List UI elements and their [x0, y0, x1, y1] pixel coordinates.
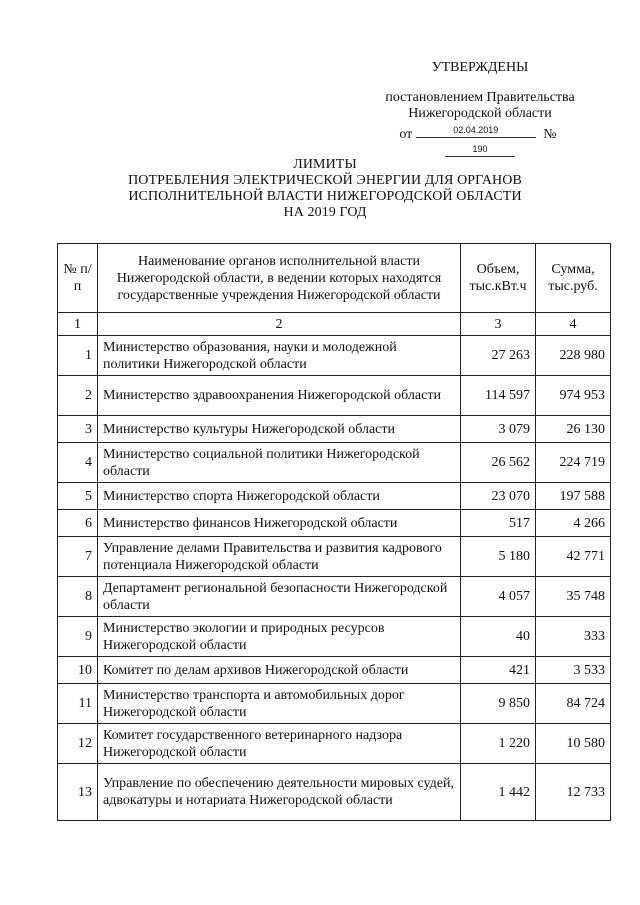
row-volume: 23 070 [461, 483, 536, 510]
title-line-4: НА 2019 ГОД [283, 205, 367, 220]
title-line-3: ИСПОЛНИТЕЛЬНОЙ ВЛАСТИ НИЖЕГОРОДСКОЙ ОБЛАСТИ [128, 189, 522, 204]
table-row [58, 724, 611, 764]
table-row [58, 577, 611, 617]
row-number: 9 [58, 617, 98, 657]
index-cell: 1 [58, 313, 98, 336]
row-name: Министерство спорта Нижегородской области [98, 483, 461, 510]
row-number: 8 [58, 577, 98, 617]
row-sum: 224 719 [536, 443, 611, 483]
row-sum: 197 588 [536, 483, 611, 510]
row-number: 13 [58, 764, 98, 821]
row-number: 2 [58, 376, 98, 416]
approval-line-1: постановлением Правительства [385, 90, 575, 105]
table-header-row [58, 244, 611, 313]
row-name: Министерство финансов Нижегородской области [98, 510, 461, 537]
header-volume: Объем, тыс.кВт.ч [461, 244, 536, 313]
table-row [58, 510, 611, 537]
row-name: Министерство экологии и природных ресурсов Нижегородской области [98, 617, 461, 657]
row-volume: 40 [461, 617, 536, 657]
row-sum: 42 771 [536, 537, 611, 577]
table-row [58, 416, 611, 443]
row-volume: 27 263 [461, 336, 536, 376]
index-cell: 4 [536, 313, 611, 336]
table-row [58, 657, 611, 684]
date-field [416, 124, 536, 138]
row-name: Комитет государственного ветеринарного надзора Нижегородской области [98, 724, 461, 764]
row-volume: 4 057 [461, 577, 536, 617]
row-volume: 517 [461, 510, 536, 537]
title-line-2: ПОТРЕБЛЕНИЯ ЭЛЕКТРИЧЕСКОЙ ЭНЕРГИИ ДЛЯ ОРГАНОВ [128, 173, 522, 188]
number-prefix: № [543, 127, 557, 142]
row-sum: 974 953 [536, 376, 611, 416]
row-name: Министерство образования, науки и молодежной политики Нижегородской области [98, 336, 461, 376]
row-name: Министерство транспорта и автомобильных дорог Нижегородской области [98, 684, 461, 724]
table-row [58, 376, 611, 416]
row-name: Комитет по делам архивов Нижегородской области [98, 657, 461, 684]
row-number: 4 [58, 443, 98, 483]
title-line-1: ЛИМИТЫ [293, 157, 357, 172]
row-sum: 26 130 [536, 416, 611, 443]
row-volume: 3 079 [461, 416, 536, 443]
approval-block [370, 60, 590, 162]
row-sum: 4 266 [536, 510, 611, 537]
row-sum: 228 980 [536, 336, 611, 376]
header-sum: Сумма, тыс.руб. [536, 244, 611, 313]
header-number: № п/п [58, 244, 98, 313]
row-number: 12 [58, 724, 98, 764]
row-volume: 1 442 [461, 764, 536, 821]
row-number: 10 [58, 657, 98, 684]
approval-line-2: Нижегородской области [408, 106, 552, 121]
row-volume: 26 562 [461, 443, 536, 483]
row-sum: 84 724 [536, 684, 611, 724]
date-prefix: от [399, 127, 413, 142]
row-name: Министерство культуры Нижегородской области [98, 416, 461, 443]
row-volume: 421 [461, 657, 536, 684]
table-row [58, 336, 611, 376]
header-name: Наименование органов исполнительной власти Нижегородской области, в ведении которых находятся государственные учреждения Нижегородской области [98, 244, 461, 313]
row-number: 1 [58, 336, 98, 376]
row-sum: 333 [536, 617, 611, 657]
date-value: 02.04.2019 [453, 125, 499, 135]
document-title [90, 157, 560, 221]
row-number: 7 [58, 537, 98, 577]
table-row [58, 443, 611, 483]
table-row [58, 537, 611, 577]
row-number: 3 [58, 416, 98, 443]
row-volume: 114 597 [461, 376, 536, 416]
row-name: Министерство социальной политики Нижегородской области [98, 443, 461, 483]
row-number: 5 [58, 483, 98, 510]
row-name: Департамент региональной безопасности Нижегородской области [98, 577, 461, 617]
row-volume: 1 220 [461, 724, 536, 764]
row-sum: 12 733 [536, 764, 611, 821]
row-number: 11 [58, 684, 98, 724]
row-volume: 5 180 [461, 537, 536, 577]
row-number: 6 [58, 510, 98, 537]
table-row [58, 684, 611, 724]
approval-heading: УТВЕРЖДЕНЫ [431, 60, 529, 75]
table-row [58, 617, 611, 657]
row-name: Министерство здравоохранения Нижегородской области [98, 376, 461, 416]
number-value: 190 [472, 144, 488, 154]
table-row [58, 764, 611, 821]
row-volume: 9 850 [461, 684, 536, 724]
row-sum: 10 580 [536, 724, 611, 764]
number-field [445, 143, 515, 157]
index-cell: 3 [461, 313, 536, 336]
limits-table [57, 243, 611, 821]
row-sum: 35 748 [536, 577, 611, 617]
index-cell: 2 [98, 313, 461, 336]
row-name: Управление делами Правительства и развития кадрового потенциала Нижегородской области [98, 537, 461, 577]
table-index-row [58, 313, 611, 336]
row-name: Управление по обеспечению деятельности мировых судей, адвокатуры и нотариата Нижегородской области [98, 764, 461, 821]
row-sum: 3 533 [536, 657, 611, 684]
table-row [58, 483, 611, 510]
